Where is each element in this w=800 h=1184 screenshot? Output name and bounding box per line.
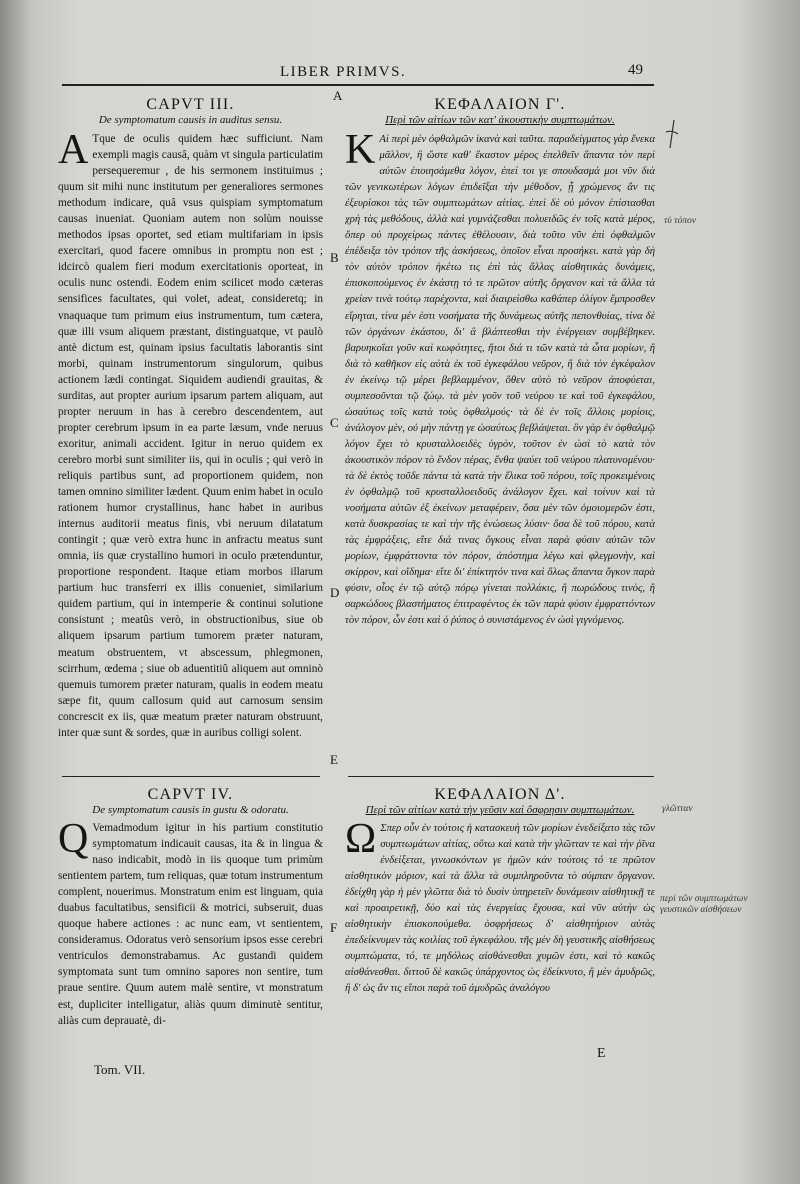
greek-column-chapter-4 — [345, 786, 655, 1062]
chapter-4-title-greek: ΚΕΦΑΛΑΙΟΝ Δ'. — [434, 786, 566, 803]
latin-column — [58, 96, 323, 761]
chapter-3-title-latin: CAPVT III. — [146, 96, 235, 113]
chapter-4-paragraph-latin: Vemadmodum igitur in his partium constitutio symptomatum indicauit causas, ita & in lingua & naso indicabit, modò in iis quoque tum primùm sentientem partem, tum reliquas, quæ totum instrumentum complent, nouerimus. Monstratum enim est linguam, quia duabus facultatibus, sensificii & motrici, subseruit, duas quoque habere actiones : ac nunc eam, vt sentientem, consideramus. Odoratus verò sensorium ipsos esse cerebri ventriculos demonstrabamus. Ac gustandi quidem symptomata sunt tum omnino sapores non sentire, tum praue sentire. Quum autem malè sentire, vt monstratum est, dupliciter intelligatur, aliàs quum diminutè sentitur, aliàs cum deprauatè, di- — [58, 822, 323, 1027]
running-title: LIBER PRIMVS. — [280, 64, 407, 80]
margin-letter-f: F — [330, 920, 338, 935]
handwritten-mark — [662, 118, 682, 152]
chapter-4-title-latin: CAPVT IV. — [147, 786, 234, 803]
chapter-3-title-greek: ΚΕΦΑΛΑΙΟΝ Γ'. — [434, 96, 566, 113]
margin-letter-c: C — [330, 415, 339, 430]
handwritten-note-3: περὶ τῶν συμπτωμάτων γευστικῶν αἰσθήσεων — [660, 894, 748, 915]
page-header — [0, 62, 800, 90]
chapter-4-text-latin — [58, 820, 323, 1062]
greek-column — [345, 96, 655, 761]
dropcap-a: A — [58, 131, 89, 173]
chapter-divider-right — [348, 776, 654, 777]
chapter-3-text-greek — [345, 131, 655, 761]
margin-letter-e: E — [330, 752, 338, 767]
margin-letter-b: B — [330, 250, 339, 265]
chapter-4-subtitle-latin: De symptomatum causis in gustu & odoratu. — [92, 804, 289, 816]
signature-letter: E — [597, 1046, 606, 1061]
chapter-3-subtitle-greek: Περὶ τῶν αἰτίων τῶν κατ' ἀκουστικὴν συμπτωμάτων. — [385, 114, 615, 126]
chapter-3-paragraph-greek: Αὶ περὶ μὲν ὀφθαλμῶν ἱκανὰ καὶ ταῦτα. παραδείγματος γὰρ ἕνεκα μᾶλλον, ἢ ὥστε καθ' ἕκαστον μέρος ἐπελθεῖν ἅπαντα τὸν περὶ αὐτῶν ἐποιησάμεθα λόγον, ἐπεί τοι γε σπουδασμά μοι νῦν διὰ τῶν γενικωτέρων λόγων ἐπιδεῖξαι τὴν μέθοδον, ᾗ χρώμενος ἄν τις ἐξευρίσκοι τὰς τῶν συμπτωμάτων αἰτίας. ἐπεὶ δὲ οὐ μόνον ἐπίστασθαι χρὴ τὰς μεθόδους, ἀλλὰ καὶ γυμνάζεσθαι πολυειδῶς ἐν τοῖς κατὰ μέρος, ὅπερ οὐ προχείρως πάντες ἐθέλουσιν, διὰ τοῦτο νῦν ἐπὶ ὀφθαλμῶν ἐπέδειξα τὸν τρόπον τῆς ἀσκήσεως, ὁποῖον εἶναι προσήκει. κατὰ γὰρ δὴ τὸν αὐτὸν τρόπον ἡκέτω τις ἐπὶ τὰς ἄλλας αἰσθητικὰς δυνάμεις, ἐπισκοπούμενος ἐν ἑκάστῃ τό τε πρῶτον αὐτῆς ὄργανον καὶ τὰ ἄλλα τὰ χρείαν τινὰ τούτῳ παρέχοντα, καὶ διαιρείσθω καθάπερ ὀλίγον ἔμπροσθεν εἴρηται, τίνα μέν ἐστι νοσήματα τῆς δυνάμεως αὐτῆς πεπονθυίας, τίνα δὲ τῶν ὀργάνων ἑκάστου, δι' ἃ βλάπτεσθαι τὴν ἐνέργειαν συμβέβηκεν. βαρυηκοΐαι γοῦν καὶ κωφότητες, ἤτοι διά τι τῶν κατὰ τὰ ὦτα μορίων, ἢ διὰ τὸ καθῆκον εἰς αὐτὰ ἐκ τοῦ ἐγκεφάλου νεῦρον, ἢ διὰ τὸν ἐγκέφαλον ἐν ἐκείνῳ τῷ μέρει βεβλαμμένον, ὅθεν αὐτὸ τὸ νεῦρον ἀποφύεται, συμπεσοῦνται τῷ ζώῳ. τὰ μὲν γοῦν τοῦ νεύρου τε καὶ τοῦ ἐγκεφάλου, ὡσαύτως τοῖς κατὰ τοὺς ὀφθαλμούς· τὰ δὲ ἐν τοῖς ἄλλοις μορίοις, ἀνάλογον μὲν, οὐ μὴν πάντῃ γε ὡσαύτως βεβλάψεται. ὃν γὰρ ἐν ὀφθαλμῷ λόγον ἔχει τὸ κρυσταλλοειδὲς ὑγρὸν, τοῦτον ἐν ὠσὶ τὸ κατὰ τὸν ἀκουστικὸν πόρον τὸ ἔνδον πέρας, ἔνθα ψαύει τοῦ νεύρου πλατυνομένου· τὰ δὲ ἐκτὸς τοῦδε πάντα τὰ κατὰ τὴν ἕλικα τοῦ πόρου, τοῖς προκειμένοις ἐν ὀφθαλμῷ τοῦ κρυσταλλοειδοῦς ἀνάλογον ἔχει. καὶ τοίνυν καὶ τὰ νοσήματα αὐτῶν ἐξ ἐκείνων μεταφέρειν, ὅσα μὲν τῶν ὁμοιομερῶν ἐστι, κατὰ δυσκρασίας τε καὶ τὴν τῆς ἑνώσεως λύσιν· ὅσα δὲ τοῦ πόρου, κατὰ τὰς ἐμφράξεις, εἴτε διά τινας ὄγκους εἶναι παρὰ φύσιν αὐτῶν τῶν μορίων, ἐμφράττοντα τὸν πόρον, ἀπόστημα λέγω καὶ φλεγμονὴν, καὶ σκίρρον, καὶ οἴδημα· εἴτε δι' ἐπίκτητόν τινα καὶ ὅλως ἅπαντα ὄγκον παρὰ φύσιν, οἷος ἐν τῷ αὐτῷ πόρῳ γίνεται πολλάκις, ἢ πωρώδους τινὸς, ἢ σαρκώδους βλαστήματος ἐπιτραφέντος ἐκ τῶν παρὰ φύσιν ἐμφραττόντων τὸν πόρον, ὧν ἐστι καὶ ὁ ῥύπος ὁ συνιστάμενος ἐν ὠσὶ γιγνόμενος. — [345, 133, 655, 627]
handwritten-note-2: γλῶτταν — [662, 804, 693, 814]
margin-letter-d: D — [330, 585, 340, 600]
section-mark-a: A — [333, 88, 343, 103]
chapter-divider-left — [62, 776, 320, 777]
chapter-3-text-latin — [58, 131, 323, 761]
chapter-3-subtitle-latin: De symptomatum causis in auditus sensu. — [98, 114, 283, 126]
page-number: 49 — [628, 62, 643, 78]
chapter-3-paragraph-latin: Tque de oculis quidem hæc sufficiunt. Nam exempli magis causâ, quàm vt singula particulatim persequeremur , de his sermonem instituimus ; quum sit mihi nunc institutum per generaliores sermones methodum indicare, quâ vsus quispiam symptomatum causas inueniat. Quoniam autem non solùm nouisse methodos ipsas oportet, sed etiam multifariam in ipsis exercitari, quod facere omnibus in promptu non est ; idcircò qualem fieri modum exercitationis oporteat, in oculis nunc ostendi. Eodem enim scilicet modo cæteras sensifices facultates, qui volet, adeat, consideretq; in vnaquaque tum primum eius instrumentum, tum cætera, quæ illi vsum aliquem præstant, distinguatque, vt paulò antè dictum est, quinam ipsius facultatis laborantis sint morbi, quinam instrumentorum singulorum, quibus actionem lædi contingat. Siquidem audiendi grauitas, & surditas, aut propter aurium ipsarum partem aliquam, aut propter neruum in has à cerebro descendentem, aut propter cerebrum ipsum in ea parte læsum, vnde neruus exoritur, animali accident. Igitur in neruo quidem ex cerebro morbi sunt similiter iis, qui in oculis ; qui verò in reliquis partibus sunt, ad proportionem quidem, non tamen omnino similiter lædent. Quum enim habet in oculo rationem humor crystallinus, hanc habet in auribus internus auditorii meatus finis, vbi neruum dilatatum contingit ; quæ verò extra hunc in anfractu meatus sunt omnia, iis quæ crystallino humori in oculo prætenduntur, proportione respondent. Itaque etiam morbos illarum partium huc transferri ex illis conueniet, similarium quidem partium, qui in intemperie & continui solutione consistunt ; meatûs verò, in obstructionibus, siue ob aliquem ipsarum partium tumorem præter naturam, meatum obstruentem, vt abscessum, phlegmonen, scirrhum, œdema ; siue ob aduentitiû aliquem aut omninò quemuis tumorem præter naturam, qualis in eodem meatu sæpe fit, quum callosum quid aut carnosum sensim concrescit ex iis, quæ meatum præter naturam obstruunt, inter quæ sunt & sordes, quæ in auribus colligi solent. — [58, 133, 323, 739]
latin-column-chapter-4 — [58, 786, 323, 1078]
chapter-4-subtitle-greek: Περὶ τῶν αἰτίων κατὰ τὴν γεῦσιν καὶ ὄσφρησιν συμπτωμάτων. — [365, 804, 635, 816]
dropcap-omega: Ω — [345, 820, 377, 862]
dropcap-q: Q — [58, 820, 89, 862]
dropcap-kappa: Κ — [345, 131, 376, 173]
chapter-4-text-greek — [345, 820, 655, 1046]
header-rule — [62, 84, 654, 86]
chapter-4-paragraph-greek: Σπερ οὖν ἐν τούτοις ἡ κατασκευὴ τῶν μορίων ἐνεδείξατο τὰς τῶν συμπτωμάτων αἰτίας, οὕτω καὶ κατὰ τὴν γλῶτταν τε καὶ τὴν ῥῖνα ἐνδείξεται, γινωσκόντων γε ἡμῶν κἀν τούτοις τό τε πρῶτον αἰσθητικὸν μόριον, καὶ τὰ ἄλλα τὰ συμπληροῦντα τὸ σύμπαν ὄργανον. ἐδείχθη γὰρ ἡ μὲν γλῶττα διὰ τὸ δυσὶν ὑπηρετεῖν δυνάμεσιν αἰσθητικῇ τε καὶ προαιρετικῇ, δύο καὶ τὰς ἐνεργείας ἔχουσα, καὶ νῦν αὐτὴν ὡς αἰσθητικὴν ἐπισκοπούμεθα. ὀσφρήσεως δ' αἰσθητήριον αὐτὰς ἐπεδείκνυμεν τὰς κοιλίας τοῦ ἐγκεφάλου. τῆς μὲν δὴ γευστικῆς αἰσθήσεως συμπτώματα, τό, τε μηδόλως αἰσθάνεσθαι χυμῶν ἐστι, καὶ τὸ κακῶς αἰσθάνεσθαι. διττοῦ δὲ κακῶς ὑπάρχοντος ὡς ἐδείκνυτο, ἢ μὲν ἀμυδρῶς, ἢ δ' ὡς ἄν τις εἴποι παρὰ τοῦ ἀμυδρῶς ἀναλόγου — [345, 822, 655, 995]
handwritten-note-1: τὺ τόπον — [664, 216, 697, 226]
volume-signature: Tom. VII. — [94, 1062, 146, 1077]
